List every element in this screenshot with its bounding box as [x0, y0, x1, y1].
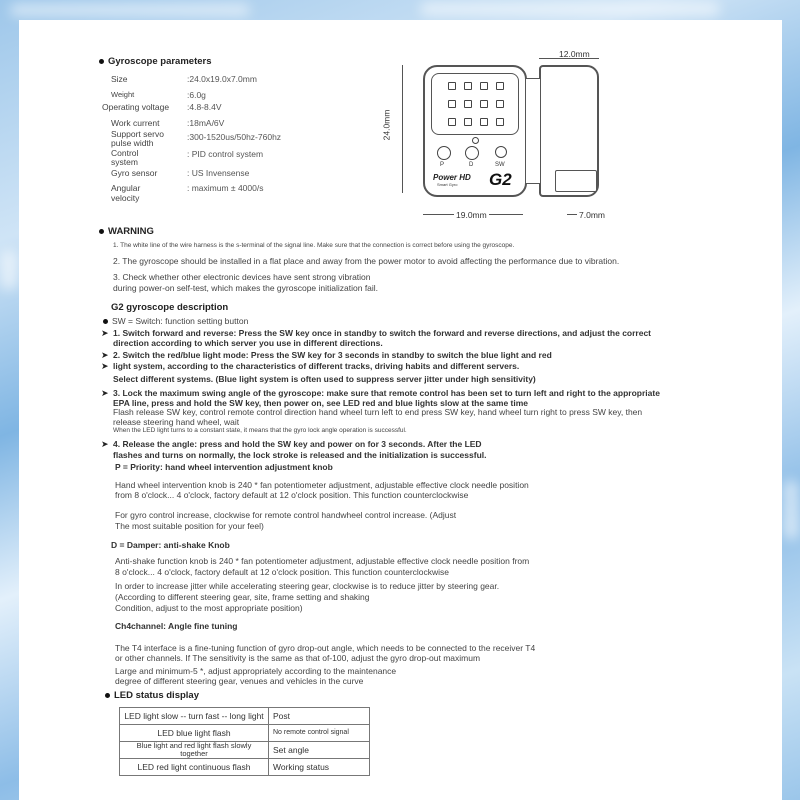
led-status-table [119, 707, 370, 776]
led-icon [496, 118, 504, 126]
table-row [120, 759, 370, 776]
table-row [120, 725, 370, 742]
led-status-cell: Working status [269, 759, 370, 776]
dim-left: 24.0mm [381, 109, 392, 141]
spec-sheet [19, 20, 782, 800]
ch4-item: The T4 interface is a fine-tuning function of gyro drop-out angle, which needs to be connected to the receiver T4 [115, 643, 536, 653]
warning-item: 3. Check whether other electronic devices have sent strong vibration [113, 272, 371, 282]
led-icon [496, 100, 504, 108]
knob-label-d: D [469, 162, 474, 168]
d-item: Condition, adjust to the most appropriate position) [115, 603, 303, 613]
ch4-item: degree of different steering gear, venues and vehicles in the curve [115, 676, 364, 686]
sw-button-icon [495, 146, 507, 158]
status-led-icon [472, 137, 479, 144]
led-light-cell: LED blue light flash [120, 725, 269, 742]
sw-item: 1. Switch forward and reverse: Press the SW key once in standby to switch the forward and reverse directions, and adjust the correct [113, 328, 652, 338]
led-status-cell: Set angle [269, 742, 370, 759]
gyro-front-view [423, 65, 527, 197]
led-status-cell: No remote control signal [269, 725, 370, 742]
d-title: D = Damper: anti-shake Knob [111, 540, 230, 550]
warning-title: WARNING [99, 226, 154, 237]
sw-item: light system, according to the characteristics of different tracks, driving habits and different servers. [113, 361, 520, 371]
sw-item: direction according to which server you use in different directions. [113, 338, 383, 348]
cloud-streak [782, 480, 800, 540]
sw-item: 3. Lock the maximum swing angle of the gyroscope: make sure that remote control has been set to turn left and right to the appropriate [113, 388, 660, 398]
param-value: :4.8-8.4V [187, 102, 222, 112]
led-icon [496, 82, 504, 90]
d-item: (According to different steering gear, site, frame setting and shaking [115, 592, 370, 602]
dim-right: 7.0mm [579, 210, 605, 220]
led-icon [448, 82, 456, 90]
ch4-item: or other channels. If The sensitivity is the same as that of-100, adjust the gyro drop-out maximum [115, 653, 481, 663]
led-icon [464, 118, 472, 126]
table-row [120, 742, 370, 759]
led-icon [464, 82, 472, 90]
p-item: The most suitable position for your feel) [115, 521, 264, 531]
arrow-icon: ➤ [101, 361, 109, 371]
led-status-cell: Post [269, 708, 370, 725]
arrow-icon: ➤ [101, 350, 109, 360]
param-label: Size [111, 74, 128, 84]
param-label: Angular velocity [111, 183, 141, 203]
table-row [120, 708, 370, 725]
dim-top: 12.0mm [559, 49, 590, 59]
dim-bottom: 19.0mm [456, 210, 487, 220]
param-label: Control system [111, 148, 139, 167]
sw-item: release steering hand wheel, wait [113, 417, 240, 427]
p-item: For gyro control increase, clockwise for remote control handwheel control increase. (Adjust [115, 510, 457, 520]
knob-label-p: P [440, 162, 445, 168]
description-title: G2 gyroscope description [111, 302, 229, 313]
led-light-cell: LED red light continuous flash [120, 759, 269, 776]
p-knob-icon [437, 146, 451, 160]
param-label: Operating voltage [102, 102, 170, 112]
cloud-streak [10, 4, 250, 16]
bullet-icon [105, 693, 110, 698]
brand-logo: Power HD [433, 173, 471, 182]
led-icon [464, 100, 472, 108]
led-icon [448, 100, 456, 108]
param-value: : US Invensense [187, 168, 250, 178]
bullet-icon [103, 319, 108, 324]
d-item: 8 o'clock... 4 o'clock, factory default at 12 o'clock position. This function counterclockwise [115, 567, 450, 577]
d-item: In order to increase jitter while accelerating steering gear, clockwise is to reduce jitter by steering gear. [115, 581, 500, 591]
bullet-icon [99, 229, 104, 234]
arrow-icon: ➤ [101, 328, 109, 338]
side-lower-tab [555, 170, 597, 192]
p-item: Hand wheel intervention knob is 240 * fan potentiometer adjustment, adjustable effective clock needle position [115, 480, 529, 490]
sw-item: EPA line, press and hold the SW key, then power on, see LED red and blue lights slow at the same time [113, 398, 529, 408]
sw-item: Flash release SW key, control remote control direction hand wheel turn left to end press SW key, hand wheel turn right to press SW key, then [113, 407, 643, 417]
led-light-cell: Blue light and red light flash slowly together [120, 742, 269, 759]
led-icon [448, 118, 456, 126]
warning-item: 2. The gyroscope should be installed in a flat place and away from the power motor to avoid affecting the performance due to vibration. [113, 256, 620, 266]
warning-item: 1. The white line of the wire harness is the s-terminal of the signal line. Make sure that the connection is correct before using the gyroscope. [113, 242, 515, 249]
d-item: Anti-shake function knob is 240 * fan potentiometer adjustment, adjustable effective clock needle position from [115, 556, 530, 566]
led-icon [480, 118, 488, 126]
param-value: :300-1520us/50hz-760hz [187, 132, 282, 142]
sw-item: 2. Switch the red/blue light mode: Press the SW key for 3 seconds in standby to switch the blue light and red [113, 350, 552, 360]
param-label: Gyro sensor [111, 168, 158, 178]
cloud-streak [0, 250, 18, 290]
params-title: Gyroscope parameters [99, 56, 212, 67]
sw-item: Select different systems. (Blue light system is often used to suppress server jitter under high sensitivity) [113, 374, 536, 384]
led-icon [480, 82, 488, 90]
param-label: Work current [111, 118, 160, 128]
param-label: Weight [111, 90, 135, 99]
param-value: :24.0x19.0x7.0mm [187, 74, 257, 84]
sw-item: When the LED light turns to a constant state, it means that the gyro lock angle operation is successful. [113, 427, 407, 434]
arrow-icon: ➤ [101, 388, 109, 398]
knob-label-sw: SW [495, 162, 505, 168]
bullet-icon [99, 59, 104, 64]
param-value: : PID control system [187, 149, 264, 159]
dim-line-left [402, 65, 403, 193]
p-item: from 8 o'clock... 4 o'clock, factory default at 12 o'clock position. This function counterclockwise [115, 490, 469, 500]
param-value: :6.0g [187, 90, 206, 100]
led-light-cell: LED light slow -- turn fast -- long light [120, 708, 269, 725]
model-logo: G2 [489, 170, 512, 189]
warning-item: during power-on self-test, which makes the gyroscope initialization fail. [113, 283, 379, 293]
sub-brand: Smart Gyro [437, 182, 458, 187]
ch4-item: Large and minimum-5 *, adjust appropriately according to the maintenance [115, 666, 397, 676]
p-title: P = Priority: hand wheel intervention adjustment knob [115, 462, 333, 472]
side-plug [525, 78, 541, 184]
led-icon [480, 100, 488, 108]
param-label: Support servo pulse width [111, 129, 164, 148]
d-knob-icon [465, 146, 479, 160]
led-panel [431, 73, 519, 135]
led-table-title: LED status display [105, 690, 199, 701]
cloud-streak [420, 2, 720, 16]
param-value: : maximum ± 4000/s [187, 183, 264, 193]
ch4-title: Ch4channel: Angle fine tuning [115, 621, 238, 631]
sw-item: 4. Release the angle: press and hold the SW key and power on for 3 seconds. After the LED [113, 439, 482, 449]
sw-item: flashes and turns on normally, the lock stroke is released and the initialization is successful. [113, 450, 487, 460]
sw-title: SW = Switch: function setting button [103, 316, 248, 326]
param-value: :18mA/6V [187, 118, 225, 128]
arrow-icon: ➤ [101, 439, 109, 449]
